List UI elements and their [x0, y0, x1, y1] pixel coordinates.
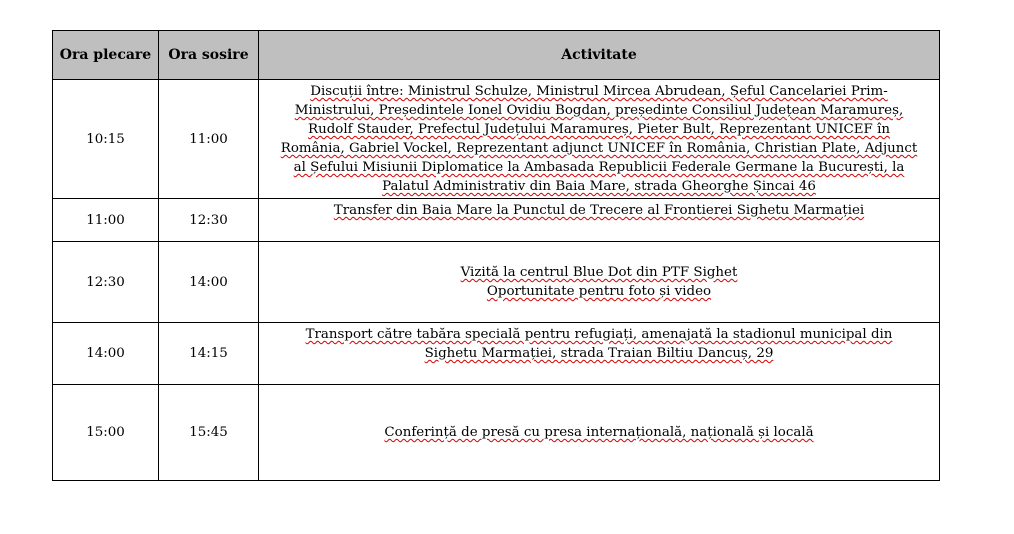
- departure-cell: [53, 323, 159, 385]
- activity-cell: [259, 323, 940, 385]
- activity-cell: [259, 242, 940, 323]
- activity-line: Palatul Administrativ din Baia Mare, strada Gheorghe Șincai 46: [382, 179, 816, 194]
- table-row: [53, 199, 940, 242]
- arrival-time: 15:45: [189, 425, 228, 440]
- schedule-table: [52, 30, 940, 481]
- activity-line: Conferință de presă cu presa internațională, națională și locală: [384, 425, 814, 440]
- arrival-time: 14:00: [189, 274, 228, 290]
- activity-line: Transport către tabăra specială pentru refugiați, amenajată la stadionul municipal din: [305, 327, 893, 342]
- activity-line: Ministrului, Președintele Ionel Ovidiu Bogdan, președinte Consiliul Județean Maramureș,: [294, 103, 904, 118]
- departure-cell: [53, 80, 159, 199]
- departure-cell: [53, 199, 159, 242]
- activity-line: al Șefului Misiunii Diplomatice la Ambasada Republicii Federale Germane la București, la: [293, 160, 905, 175]
- table-row: [53, 242, 940, 323]
- activity-line: Discuții între: Ministrul Schulze, Ministrul Mircea Abrudean, Șeful Cancelariei Prim-: [310, 84, 888, 99]
- departure-time: 15:00: [86, 425, 125, 440]
- header-arrival-label: Ora sosire: [168, 47, 249, 63]
- activity-line: Oportunitate pentru foto și video: [486, 284, 712, 299]
- arrival-cell: [159, 242, 259, 323]
- table-row: [53, 323, 940, 385]
- activity-cell: [259, 199, 940, 242]
- departure-time: 12:30: [86, 274, 125, 290]
- activity-line: Rudolf Stauder, Prefectul Județului Maramureș, Pieter Bult, Reprezentant UNICEF în: [308, 122, 890, 137]
- activity-line: România, Gabriel Vockel, Reprezentant adjunct UNICEF în România, Christian Plate, Adjunct: [280, 141, 918, 156]
- activity-line: Sighetu Marmației, strada Traian Biltiu Dancuș, 29: [424, 346, 774, 361]
- activity-line: Transfer din Baia Mare la Punctul de Trecere al Frontierei Sighetu Marmației: [333, 203, 865, 218]
- header-activity-label: Activitate: [561, 47, 637, 63]
- header-row: [53, 31, 940, 80]
- table-row: [53, 80, 940, 199]
- departure-time: 10:15: [86, 131, 125, 147]
- header-activity: [259, 31, 940, 80]
- departure-time: 11:00: [86, 212, 125, 228]
- arrival-time: 11:00: [189, 131, 228, 147]
- header-arrival: [159, 31, 259, 80]
- activity-line: Vizită la centrul Blue Dot din PTF Sighet: [460, 265, 738, 280]
- arrival-cell: [159, 323, 259, 385]
- arrival-cell: [159, 385, 259, 481]
- departure-cell: [53, 242, 159, 323]
- arrival-time: 12:30: [189, 212, 228, 228]
- activity-cell: [259, 80, 940, 199]
- departure-time: 14:00: [86, 346, 125, 361]
- header-departure: [53, 31, 159, 80]
- arrival-time: 14:15: [189, 346, 228, 361]
- table-row: [53, 385, 940, 481]
- departure-cell: [53, 385, 159, 481]
- arrival-cell: [159, 80, 259, 199]
- header-departure-label: Ora plecare: [59, 47, 152, 63]
- activity-cell: [259, 385, 940, 481]
- arrival-cell: [159, 199, 259, 242]
